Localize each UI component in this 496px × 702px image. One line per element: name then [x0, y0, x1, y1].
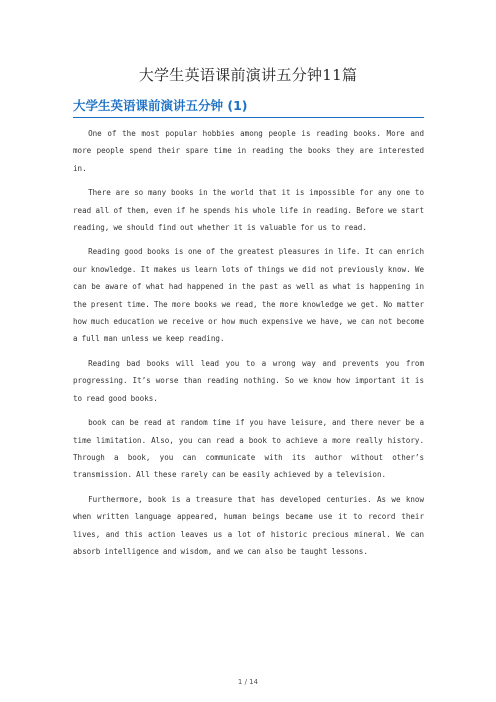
section-heading: 大学生英语课前演讲五分钟 (1) [73, 96, 424, 118]
paragraph: book can be read at random time if you have leisure, and there never be a time limitation. Also, you can read a book to achieve a more really history. Through a book, you can communicate with its author without other’s transmission. All these rarely can be easily achieved by a television. [73, 418, 424, 480]
paragraph: Reading good books is one of the greatest pleasures in life. It can enrich our knowledge. It makes us learn lots of things we did not previously know. We can be aware of what had happened in the past as well as what is happening in the present time. The more books we read, the more knowledge we get. No matter how much education we receive or how much expensive we have, we can not become a full man unless we keep reading. [73, 247, 424, 344]
document-title: 大学生英语课前演讲五分钟11篇 [138, 66, 358, 84]
paragraph: One of the most popular hobbies among people is reading books. More and more people spend their spare time in reading the books they are interested in. [73, 129, 424, 173]
page-number: 1 / 14 [237, 678, 259, 686]
paragraph: There are so many books in the world that it is impossible for any one to read all of them, even if he spends his whole life in reading. Before we start reading, we should find out whether it is valuable for us to read. [73, 188, 424, 233]
paragraph: Reading bad books will lead you to a wrong way and prevents you from progressing. It’s worse than reading nothing. So we know how important it is to read good books. [73, 358, 424, 403]
document-body [73, 125, 424, 567]
paragraph: Furthermore, book is a treasure that has developed centuries. As we know when written language appeared, human beings became use it to record their lives, and this action leaves us a lot of historic precious mineral. We can absorb intelligence and wisdom, and we can also be taught lessons. [73, 494, 424, 556]
